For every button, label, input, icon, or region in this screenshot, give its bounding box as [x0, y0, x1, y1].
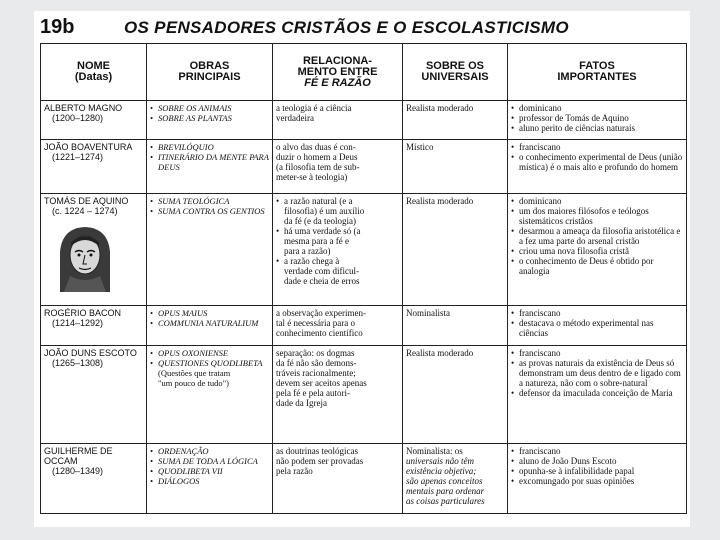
column-header-name: NOME (Datas)	[41, 44, 147, 101]
table-row	[41, 194, 687, 306]
relation-cell: a observação experimen- tal é necessária para o conhecimento científico	[273, 306, 403, 346]
universals-cell: Realista moderado	[403, 194, 508, 306]
list-item: • professor de Tomás de Aquino	[511, 113, 683, 123]
name-cell: TOMÁS DE AQUINO (c. 1224 – 1274)	[41, 194, 147, 306]
name-cell: ROGÉRIO BACON (1214–1292)	[41, 306, 147, 346]
table-row	[41, 346, 687, 444]
list-item: • SOBRE OS ANIMAIS	[150, 103, 269, 113]
list-item: • ITINERÁRIO DA MENTE PARA DEUS	[150, 152, 269, 172]
list-item: • SUMA DE TODA A LÓGICA	[150, 456, 269, 466]
works-cell	[147, 194, 273, 306]
list-item: • destacava o método experimental nas ciências	[511, 318, 683, 338]
facts-cell	[508, 101, 687, 140]
list-item: • aluno perito de ciências naturais	[511, 123, 683, 133]
column-header-relation: RELACIONA- MENTO ENTRE FÉ E RAZÃO	[273, 44, 403, 101]
table-row	[41, 101, 687, 140]
header-row	[41, 44, 687, 101]
list-item: • defensor da imaculada conceição de Maria	[511, 388, 683, 398]
list-item: • DIÁLOGOS	[150, 476, 269, 486]
list-item: • desarmou a ameaça da filosofia aristotélica e a fez uma parte do arsenal cristão	[511, 226, 683, 246]
relation-cell: separação: os dogmas da fé não são demons- tráveis racionalmente; devem ser aceitos apenas pela fé e pela autori- dade da Igreja	[273, 346, 403, 444]
list-item: • dominicano	[511, 196, 683, 206]
page-title: OS PENSADORES CRISTÃOS E O ESCOLASTICISMO	[124, 18, 569, 37]
facts-cell	[508, 306, 687, 346]
list-item: • excomungado por suas opiniões	[511, 476, 683, 486]
list-item: • BREVILÓQUIO	[150, 142, 269, 152]
relation-cell: a teologia é a ciência verdadeira	[273, 101, 403, 140]
list-item: • a razão natural (e a filosofia) é um auxílio da fé (e da teologia)	[276, 196, 399, 226]
works-cell	[147, 140, 273, 194]
column-header-works: OBRAS PRINCIPAIS	[147, 44, 273, 101]
list-item: • dominicano	[511, 103, 683, 113]
works-cell	[147, 346, 273, 444]
facts-cell	[508, 194, 687, 306]
list-item: • SUMA CONTRA OS GENTIOS	[150, 206, 269, 216]
list-item: • a razão chega à verdade com dificul- dade e cheia de erros	[276, 256, 399, 286]
table-row	[41, 444, 687, 514]
universals-cell: Realista moderado	[403, 346, 508, 444]
list-item: • um dos maiores filósofos e teólogos sistemáticos cristãos	[511, 206, 683, 226]
list-item: • criou uma nova filosofia cristã	[511, 246, 683, 256]
name-cell: GUILHERME DE OCCAM (1280–1349)	[41, 444, 147, 514]
document-page	[34, 11, 690, 527]
works-cell	[147, 444, 273, 514]
facts-cell	[508, 140, 687, 194]
list-item: • franciscano	[511, 446, 683, 456]
list-item: • franciscano	[511, 308, 683, 318]
list-item: • SOBRE AS PLANTAS	[150, 113, 269, 123]
list-item: • ORDENAÇÃO	[150, 446, 269, 456]
universals-cell: Nominalista	[403, 306, 508, 346]
list-item: • há uma verdade só (a mesma para a fé e para a razão)	[276, 226, 399, 256]
list-item: • COMMUNIA NATURALIUM	[150, 318, 269, 328]
table-row	[41, 140, 687, 194]
list-item: • o conhecimento de Deus é obtido por analogia	[511, 256, 683, 276]
universals-cell: Nominalista: os universais não têm existência objetiva; são apenas conceitos mentais para ordenar as coisas particulares	[403, 444, 508, 514]
facts-cell	[508, 444, 687, 514]
works-cell	[147, 306, 273, 346]
list-item: • aluno de João Duns Escoto	[511, 456, 683, 466]
name-cell: JOÃO BOAVENTURA (1221–1274)	[41, 140, 147, 194]
list-item: • franciscano	[511, 348, 683, 358]
list-item: • as provas naturais da existência de Deus só demonstram um deus dentro de e ligado com a natureza, não com o sobre-natural	[511, 358, 683, 388]
list-item: • franciscano	[511, 142, 683, 152]
column-header-universals: SOBRE OS UNIVERSAIS	[403, 44, 508, 101]
name-cell: JOÃO DUNS ESCOTO (1265–1308)	[41, 346, 147, 444]
relation-cell: as doutrinas teológicas não podem ser provadas pela razão	[273, 444, 403, 514]
page-number: 19b	[40, 16, 75, 38]
relation-cell	[273, 194, 403, 306]
thomas-aquinas-portrait	[56, 222, 114, 292]
list-item: • QUESTIONES QUODLIBETA (Questões que tratam "um pouco de tudo")	[150, 358, 269, 388]
works-cell	[147, 101, 273, 140]
relation-cell: o alvo das duas é con- duzir o homem a Deus (a filosofia tem de sub- meter-se à teologia)	[273, 140, 403, 194]
universals-cell: Realista moderado	[403, 101, 508, 140]
list-item: • OPUS MAIUS	[150, 308, 269, 318]
table-row	[41, 306, 687, 346]
list-item: • QUODLIBETA VII	[150, 466, 269, 476]
list-item: • opunha-se à infalibilidade papal	[511, 466, 683, 476]
list-item: • SUMA TEOLÓGICA	[150, 196, 269, 206]
list-item: • OPUS OXONIENSE	[150, 348, 269, 358]
column-header-facts: FATOS IMPORTANTES	[508, 44, 687, 101]
list-item: • o conhecimento experimental de Deus (união mística) é o mais alto e profundo do homem	[511, 152, 683, 172]
facts-cell	[508, 346, 687, 444]
thinkers-table	[40, 43, 687, 514]
name-cell: ALBERTO MAGNO (1200–1280)	[41, 101, 147, 140]
universals-cell: Místico	[403, 140, 508, 194]
